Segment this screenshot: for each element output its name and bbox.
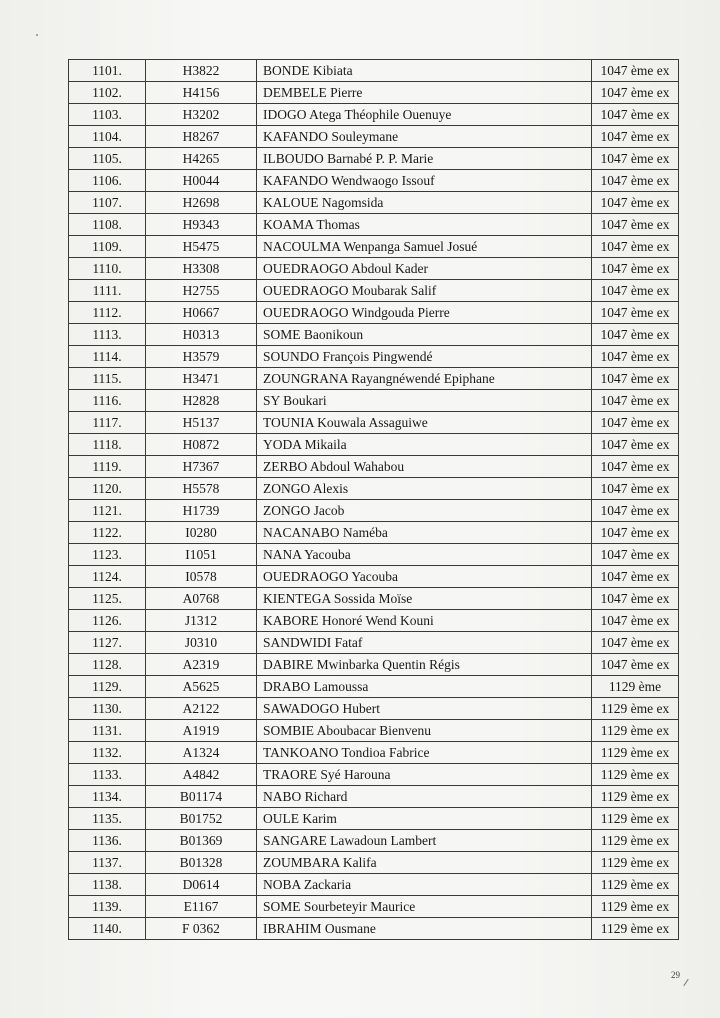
candidate-name-cell: OUEDRAOGO Yacouba (257, 566, 592, 588)
session-cell: 1047 ème ex (592, 214, 679, 236)
table-row (69, 632, 679, 654)
table-row (69, 522, 679, 544)
session-cell: 1129 ème ex (592, 830, 679, 852)
table-row (69, 302, 679, 324)
candidate-code-cell: H0667 (146, 302, 257, 324)
table-row (69, 830, 679, 852)
session-cell: 1129 ème ex (592, 852, 679, 874)
session-cell: 1129 ème ex (592, 808, 679, 830)
candidate-name-cell: NOBA Zackaria (257, 874, 592, 896)
candidate-name-cell: KABORE Honoré Wend Kouni (257, 610, 592, 632)
table-row (69, 170, 679, 192)
table-row (69, 60, 679, 82)
table-row (69, 324, 679, 346)
table-row (69, 918, 679, 940)
table-row (69, 192, 679, 214)
table-row (69, 566, 679, 588)
candidate-name-cell: ZONGO Alexis (257, 478, 592, 500)
candidate-code-cell: I1051 (146, 544, 257, 566)
session-cell: 1047 ème ex (592, 588, 679, 610)
candidate-name-cell: SAWADOGO Hubert (257, 698, 592, 720)
table-row (69, 852, 679, 874)
candidate-name-cell: NACOULMA Wenpanga Samuel Josué (257, 236, 592, 258)
table-row (69, 654, 679, 676)
table-row (69, 742, 679, 764)
table-row (69, 500, 679, 522)
row-number-cell: 1137. (69, 852, 146, 874)
candidate-name-cell: KAFANDO Souleymane (257, 126, 592, 148)
session-cell: 1129 ème (592, 676, 679, 698)
table-row (69, 588, 679, 610)
candidate-name-cell: ZERBO Abdoul Wahabou (257, 456, 592, 478)
session-cell: 1047 ème ex (592, 236, 679, 258)
candidate-name-cell: SANDWIDI Fataf (257, 632, 592, 654)
session-cell: 1047 ème ex (592, 478, 679, 500)
row-number-cell: 1123. (69, 544, 146, 566)
row-number-cell: 1131. (69, 720, 146, 742)
row-number-cell: 1103. (69, 104, 146, 126)
candidate-name-cell: SOMBIE Aboubacar Bienvenu (257, 720, 592, 742)
candidate-name-cell: KIENTEGA Sossida Moïse (257, 588, 592, 610)
session-cell: 1047 ème ex (592, 522, 679, 544)
candidate-name-cell: SANGARE Lawadoun Lambert (257, 830, 592, 852)
candidate-code-cell: H2698 (146, 192, 257, 214)
row-number-cell: 1124. (69, 566, 146, 588)
row-number-cell: 1116. (69, 390, 146, 412)
table-row (69, 368, 679, 390)
row-number-cell: 1128. (69, 654, 146, 676)
table-row (69, 390, 679, 412)
row-number-cell: 1127. (69, 632, 146, 654)
session-cell: 1047 ème ex (592, 82, 679, 104)
table-row (69, 82, 679, 104)
session-cell: 1047 ème ex (592, 104, 679, 126)
row-number-cell: 1112. (69, 302, 146, 324)
candidate-code-cell: H0044 (146, 170, 257, 192)
session-cell: 1047 ème ex (592, 544, 679, 566)
candidate-name-cell: ILBOUDO Barnabé P. P. Marie (257, 148, 592, 170)
candidate-name-cell: ZOUMBARA Kalifa (257, 852, 592, 874)
table-row (69, 104, 679, 126)
table-row (69, 786, 679, 808)
candidate-code-cell: D0614 (146, 874, 257, 896)
candidate-code-cell: H1739 (146, 500, 257, 522)
candidate-code-cell: B01174 (146, 786, 257, 808)
row-number-cell: 1101. (69, 60, 146, 82)
table-row (69, 676, 679, 698)
pen-mark (683, 979, 688, 986)
candidate-name-cell: KOAMA Thomas (257, 214, 592, 236)
table-row (69, 544, 679, 566)
candidate-code-cell: H3579 (146, 346, 257, 368)
table-row (69, 874, 679, 896)
candidate-code-cell: A2319 (146, 654, 257, 676)
candidate-code-cell: H5578 (146, 478, 257, 500)
session-cell: 1047 ème ex (592, 192, 679, 214)
session-cell: 1047 ème ex (592, 368, 679, 390)
ranking-table-body (69, 60, 679, 940)
row-number-cell: 1138. (69, 874, 146, 896)
row-number-cell: 1139. (69, 896, 146, 918)
candidate-code-cell: A1324 (146, 742, 257, 764)
row-number-cell: 1115. (69, 368, 146, 390)
row-number-cell: 1136. (69, 830, 146, 852)
candidate-name-cell: ZONGO Jacob (257, 500, 592, 522)
candidate-code-cell: H3471 (146, 368, 257, 390)
candidate-name-cell: SOME Sourbeteyir Maurice (257, 896, 592, 918)
candidate-code-cell: J0310 (146, 632, 257, 654)
candidate-name-cell: BONDE Kibiata (257, 60, 592, 82)
candidate-code-cell: H4265 (146, 148, 257, 170)
table-row (69, 456, 679, 478)
table-row (69, 610, 679, 632)
row-number-cell: 1126. (69, 610, 146, 632)
session-cell: 1129 ème ex (592, 896, 679, 918)
session-cell: 1047 ème ex (592, 302, 679, 324)
row-number-cell: 1113. (69, 324, 146, 346)
row-number-cell: 1102. (69, 82, 146, 104)
candidate-code-cell: H2755 (146, 280, 257, 302)
row-number-cell: 1122. (69, 522, 146, 544)
session-cell: 1047 ème ex (592, 346, 679, 368)
table-row (69, 896, 679, 918)
candidate-name-cell: NABO Richard (257, 786, 592, 808)
row-number-cell: 1107. (69, 192, 146, 214)
row-number-cell: 1135. (69, 808, 146, 830)
ranking-table (68, 59, 679, 940)
session-cell: 1047 ème ex (592, 258, 679, 280)
candidate-name-cell: ZOUNGRANA Rayangnéwendé Epiphane (257, 368, 592, 390)
candidate-name-cell: TANKOANO Tondioa Fabrice (257, 742, 592, 764)
table-row (69, 258, 679, 280)
session-cell: 1047 ème ex (592, 60, 679, 82)
candidate-code-cell: H3822 (146, 60, 257, 82)
candidate-name-cell: TRAORE Syé Harouna (257, 764, 592, 786)
row-number-cell: 1119. (69, 456, 146, 478)
candidate-code-cell: H5137 (146, 412, 257, 434)
table-row (69, 126, 679, 148)
row-number-cell: 1117. (69, 412, 146, 434)
session-cell: 1047 ème ex (592, 390, 679, 412)
row-number-cell: 1140. (69, 918, 146, 940)
candidate-code-cell: A4842 (146, 764, 257, 786)
candidate-name-cell: KAFANDO Wendwaogo Issouf (257, 170, 592, 192)
session-cell: 1129 ème ex (592, 786, 679, 808)
session-cell: 1129 ème ex (592, 698, 679, 720)
row-number-cell: 1134. (69, 786, 146, 808)
session-cell: 1047 ème ex (592, 500, 679, 522)
row-number-cell: 1111. (69, 280, 146, 302)
table-row (69, 236, 679, 258)
candidate-code-cell: H2828 (146, 390, 257, 412)
session-cell: 1047 ème ex (592, 170, 679, 192)
row-number-cell: 1132. (69, 742, 146, 764)
candidate-name-cell: OUEDRAOGO Abdoul Kader (257, 258, 592, 280)
row-number-cell: 1109. (69, 236, 146, 258)
session-cell: 1047 ème ex (592, 126, 679, 148)
row-number-cell: 1110. (69, 258, 146, 280)
row-number-cell: 1118. (69, 434, 146, 456)
session-cell: 1129 ème ex (592, 918, 679, 940)
candidate-code-cell: I0578 (146, 566, 257, 588)
candidate-code-cell: I0280 (146, 522, 257, 544)
candidate-code-cell: H8267 (146, 126, 257, 148)
row-number-cell: 1129. (69, 676, 146, 698)
table-row (69, 478, 679, 500)
candidate-name-cell: SY Boukari (257, 390, 592, 412)
session-cell: 1047 ème ex (592, 148, 679, 170)
table-row (69, 720, 679, 742)
page-number: 29 (671, 970, 680, 980)
table-row (69, 808, 679, 830)
candidate-code-cell: A5625 (146, 676, 257, 698)
candidate-code-cell: J1312 (146, 610, 257, 632)
row-number-cell: 1130. (69, 698, 146, 720)
candidate-code-cell: H3308 (146, 258, 257, 280)
candidate-code-cell: B01752 (146, 808, 257, 830)
session-cell: 1129 ème ex (592, 742, 679, 764)
candidate-name-cell: OUEDRAOGO Moubarak Salif (257, 280, 592, 302)
candidate-code-cell: B01369 (146, 830, 257, 852)
row-number-cell: 1104. (69, 126, 146, 148)
table-row (69, 412, 679, 434)
session-cell: 1047 ème ex (592, 632, 679, 654)
candidate-code-cell: H9343 (146, 214, 257, 236)
table-row (69, 346, 679, 368)
row-number-cell: 1105. (69, 148, 146, 170)
session-cell: 1047 ème ex (592, 566, 679, 588)
candidate-name-cell: OULE Karim (257, 808, 592, 830)
session-cell: 1129 ème ex (592, 874, 679, 896)
candidate-code-cell: F 0362 (146, 918, 257, 940)
candidate-code-cell: A1919 (146, 720, 257, 742)
candidate-code-cell: A0768 (146, 588, 257, 610)
scan-speck (36, 34, 38, 36)
candidate-code-cell: H5475 (146, 236, 257, 258)
row-number-cell: 1125. (69, 588, 146, 610)
session-cell: 1047 ème ex (592, 456, 679, 478)
session-cell: 1047 ème ex (592, 654, 679, 676)
candidate-name-cell: NACANABO Naméba (257, 522, 592, 544)
row-number-cell: 1120. (69, 478, 146, 500)
row-number-cell: 1114. (69, 346, 146, 368)
table-row (69, 764, 679, 786)
session-cell: 1047 ème ex (592, 412, 679, 434)
candidate-code-cell: H4156 (146, 82, 257, 104)
session-cell: 1047 ème ex (592, 434, 679, 456)
candidate-name-cell: IDOGO Atega Théophile Ouenuye (257, 104, 592, 126)
row-number-cell: 1121. (69, 500, 146, 522)
row-number-cell: 1106. (69, 170, 146, 192)
candidate-code-cell: A2122 (146, 698, 257, 720)
table-row (69, 698, 679, 720)
candidate-name-cell: YODA Mikaila (257, 434, 592, 456)
table-row (69, 148, 679, 170)
candidate-code-cell: B01328 (146, 852, 257, 874)
candidate-name-cell: TOUNIA Kouwala Assaguiwe (257, 412, 592, 434)
session-cell: 1129 ème ex (592, 720, 679, 742)
candidate-name-cell: IBRAHIM Ousmane (257, 918, 592, 940)
candidate-name-cell: DABIRE Mwinbarka Quentin Régis (257, 654, 592, 676)
table-row (69, 280, 679, 302)
candidate-code-cell: H7367 (146, 456, 257, 478)
session-cell: 1047 ème ex (592, 324, 679, 346)
session-cell: 1129 ème ex (592, 764, 679, 786)
table-row (69, 434, 679, 456)
candidate-name-cell: SOME Baonikoun (257, 324, 592, 346)
candidate-name-cell: OUEDRAOGO Windgouda Pierre (257, 302, 592, 324)
session-cell: 1047 ème ex (592, 280, 679, 302)
candidate-name-cell: NANA Yacouba (257, 544, 592, 566)
candidate-name-cell: KALOUE Nagomsida (257, 192, 592, 214)
row-number-cell: 1133. (69, 764, 146, 786)
candidate-code-cell: E1167 (146, 896, 257, 918)
candidate-code-cell: H3202 (146, 104, 257, 126)
row-number-cell: 1108. (69, 214, 146, 236)
candidate-code-cell: H0872 (146, 434, 257, 456)
table-row (69, 214, 679, 236)
candidate-code-cell: H0313 (146, 324, 257, 346)
session-cell: 1047 ème ex (592, 610, 679, 632)
candidate-name-cell: DEMBELE Pierre (257, 82, 592, 104)
candidate-name-cell: DRABO Lamoussa (257, 676, 592, 698)
candidate-name-cell: SOUNDO François Pingwendé (257, 346, 592, 368)
